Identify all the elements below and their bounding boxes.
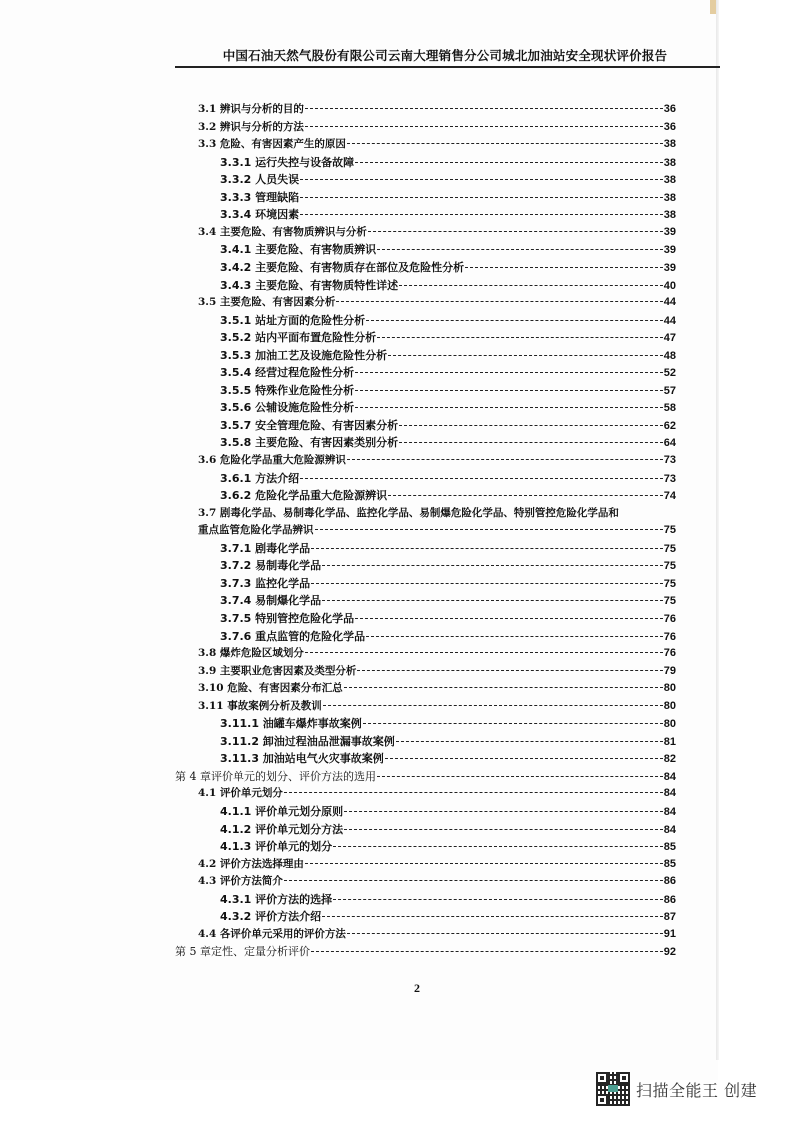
dot-leader	[355, 162, 663, 163]
dot-leader	[305, 652, 663, 653]
toc-entry-label: 4.3.2 评价方法介绍	[220, 910, 322, 924]
toc-entry[interactable]	[220, 838, 676, 855]
toc-entry-page: 39	[663, 225, 676, 238]
toc-entry-label: 3.7.2 易制毒化学品	[220, 559, 322, 573]
dot-leader	[399, 285, 663, 286]
toc-entry[interactable]	[220, 610, 676, 627]
toc-entry[interactable]	[198, 224, 676, 241]
dot-leader	[377, 776, 663, 777]
dot-leader	[355, 618, 663, 619]
toc-entry[interactable]	[220, 329, 676, 346]
toc-entry-label: 4.2 评价方法选择理由	[198, 857, 304, 870]
dot-leader	[388, 355, 663, 356]
toc-entry-page: 38	[663, 174, 676, 187]
toc-entry[interactable]	[175, 943, 676, 960]
dot-leader	[333, 899, 663, 900]
toc-entry-label: 3.9 主要职业危害因素及类型分析	[198, 664, 357, 677]
dot-leader	[322, 916, 663, 917]
toc-entry-page: 80	[663, 718, 676, 731]
qr-code-icon	[596, 1072, 630, 1106]
toc-entry-label: 3.6.1 方法介绍	[220, 471, 300, 485]
toc-entry[interactable]	[220, 803, 676, 820]
toc-entry[interactable]	[220, 628, 676, 645]
toc-entry-page: 85	[663, 841, 676, 854]
toc-entry-label: 3.5.5 特殊作业危险性分析	[220, 383, 355, 397]
toc-entry-label: 3.7.4 易制爆化学品	[220, 594, 322, 608]
toc-entry-label: 3.5.4 经营过程危险性分析	[220, 366, 355, 380]
toc-entry-label: 3.7 剧毒化学品、易制毒化学品、监控化学品、易制爆危险化学品、特别管控危险化学品和	[198, 506, 619, 519]
dot-leader	[366, 636, 663, 637]
toc-entry-page: 38	[663, 138, 676, 151]
toc-entry-label: 3.11 事故案例分析及教训	[198, 699, 322, 712]
toc-entry[interactable]	[220, 733, 676, 750]
dot-leader	[305, 126, 663, 127]
toc-entry-page: 52	[663, 367, 676, 380]
toc-entry-page: 75	[663, 542, 676, 555]
dot-leader	[347, 933, 663, 934]
toc-entry-page: 84	[663, 770, 676, 783]
toc-entry[interactable]	[220, 259, 676, 276]
toc-entry-label: 3.5 主要危险、有害因素分析	[198, 296, 336, 309]
dot-leader	[388, 495, 663, 496]
dot-leader	[305, 863, 663, 864]
toc-entry-page: 76	[663, 630, 676, 643]
dot-leader	[322, 565, 663, 566]
toc-entry-page: 38	[663, 209, 676, 222]
toc-entry-page: 84	[663, 823, 676, 836]
toc-entry[interactable]	[175, 768, 676, 785]
toc-entry-label: 4.3.1 评价方法的选择	[220, 892, 333, 906]
toc-entry-page: 39	[663, 244, 676, 257]
toc-entry-label: 3.5.1 站址方面的危险性分析	[220, 313, 366, 327]
toc-entry-label: 3.3.1 运行失控与设备故障	[220, 155, 355, 169]
toc-entry-label: 3.7.1 剧毒化学品	[220, 541, 311, 555]
toc-entry-page: 57	[663, 384, 676, 397]
toc-entry-label: 第 4 章评价单元的划分、评价方法的选用	[175, 769, 376, 783]
dot-leader	[323, 705, 663, 706]
toc-entry[interactable]	[198, 136, 676, 153]
dot-leader	[336, 301, 662, 302]
toc-entry-page: 76	[663, 647, 676, 660]
dot-leader	[305, 108, 663, 109]
toc-entry[interactable]	[198, 856, 676, 873]
toc-entry-page: 76	[663, 612, 676, 625]
page-edge	[716, 0, 719, 1060]
toc-entry-page: 58	[663, 402, 676, 415]
toc-entry[interactable]	[198, 926, 676, 943]
toc-entry-page: 73	[663, 472, 676, 485]
toc-entry-page: 47	[663, 332, 676, 345]
toc-entry-page: 73	[663, 454, 676, 466]
toc-entry-page: 44	[663, 296, 676, 309]
toc-entry[interactable]	[198, 785, 676, 802]
dot-leader	[315, 529, 663, 530]
dot-leader	[344, 811, 663, 812]
toc-entry-label: 4.1.3 评价单元的划分	[220, 840, 333, 854]
dot-leader	[363, 723, 663, 724]
toc-entry-label: 3.3 危险、有害因素产生的原因	[198, 138, 346, 151]
toc-entry[interactable]	[198, 663, 676, 680]
toc-entry[interactable]	[220, 715, 676, 732]
dot-leader	[377, 337, 663, 338]
toc-entry-page: 82	[663, 753, 676, 766]
toc-entry[interactable]	[220, 575, 676, 592]
toc-entry-page: 84	[663, 806, 676, 818]
toc-entry[interactable]	[198, 698, 676, 715]
toc-entry-label: 3.4.2 主要危险、有害物质存在部位及危险性分析	[220, 260, 465, 274]
toc-entry-label: 3.4 主要危险、有害物质辨识与分析	[198, 225, 367, 238]
toc-entry-label: 3.11.2 卸油过程油品泄漏事故案例	[220, 734, 395, 748]
toc-entry-page: 87	[663, 911, 676, 924]
toc-entry-page: 84	[663, 787, 676, 800]
toc-entry-label: 3.3.2 人员失误	[220, 173, 300, 187]
dot-leader	[311, 548, 663, 549]
page-number: 2	[414, 981, 420, 995]
toc-entry-label: 3.5.2 站内平面布置危险性分析	[220, 331, 377, 345]
toc-entry-label: 3.5.6 公辅设施危险性分析	[220, 401, 355, 415]
toc-entry[interactable]	[198, 873, 676, 890]
toc-entry-label: 3.6 危险化学品重大危险源辨识	[198, 454, 346, 466]
toc-entry-page: 36	[663, 120, 676, 133]
toc-entry-label: 3.7.3 监控化学品	[220, 576, 311, 590]
toc-entry[interactable]	[198, 505, 676, 522]
dot-leader	[344, 829, 663, 830]
toc-entry-page: 86	[663, 893, 676, 906]
scanner-watermark	[596, 1072, 757, 1106]
toc-entry-label: 3.2 辨识与分析的方法	[198, 120, 304, 133]
toc-entry-page: 80	[663, 682, 676, 695]
toc-entry[interactable]	[198, 452, 676, 469]
toc-entry[interactable]	[220, 434, 676, 451]
toc-entry[interactable]	[220, 364, 676, 381]
toc-entry[interactable]	[220, 399, 676, 416]
toc-entry[interactable]	[220, 557, 676, 574]
dot-leader	[300, 214, 663, 215]
dot-leader	[344, 687, 663, 688]
toc-entry-page: 75	[663, 560, 676, 573]
toc-entry-label: 3.11.3 加油站电气火灾事故案例	[220, 752, 384, 766]
dot-leader	[300, 197, 663, 198]
toc-entry-page: 36	[663, 103, 676, 115]
dot-leader	[284, 880, 663, 881]
dot-leader	[355, 407, 663, 408]
toc-entry-label: 3.1 辨识与分析的目的	[198, 103, 304, 115]
toc-entry-label: 3.5.7 安全管理危险、有害因素分析	[220, 418, 399, 432]
toc-entry[interactable]	[220, 592, 676, 609]
toc-entry[interactable]	[220, 821, 676, 838]
dot-leader	[311, 951, 663, 952]
toc-entry-label: 3.5.8 主要危险、有害因素类别分析	[220, 436, 399, 450]
dot-leader	[347, 143, 663, 144]
toc-entry[interactable]	[198, 101, 676, 118]
toc-entry-label: 3.3.4 环境因素	[220, 208, 300, 222]
toc-entry-label: 3.4.3 主要危险、有害物质特性详述	[220, 278, 399, 292]
toc-entry-label: 第 5 章定性、定量分析评价	[175, 945, 310, 959]
toc-entry-label: 4.1.1 评价单元划分原则	[220, 805, 344, 818]
toc-entry[interactable]	[220, 347, 676, 364]
dot-leader	[333, 846, 663, 847]
toc-entry-page: 64	[663, 437, 676, 450]
toc-entry-label: 3.8 爆炸危险区域划分	[198, 647, 304, 660]
toc-entry-label: 3.4.1 主要危险、有害物质辨识	[220, 243, 377, 257]
toc-entry-page: 75	[663, 595, 676, 608]
toc-entry-label: 3.10 危险、有害因素分布汇总	[198, 682, 343, 695]
toc-entry-label: 3.7.5 特别管控危险化学品	[220, 611, 355, 625]
dot-leader	[396, 741, 663, 742]
toc-entry-label: 3.5.3 加油工艺及设施危险性分析	[220, 348, 388, 362]
toc-entry-page: 81	[663, 735, 676, 748]
toc-entry-label: 重点监管危险化学品辨识	[198, 524, 314, 537]
toc-entry[interactable]	[220, 891, 676, 908]
toc-entry-label: 3.3.3 管理缺陷	[220, 190, 300, 204]
toc-entry[interactable]	[220, 241, 676, 258]
dot-leader	[385, 758, 663, 759]
dot-leader	[357, 670, 662, 671]
toc-entry-page: 62	[663, 419, 676, 432]
dot-leader	[300, 478, 663, 479]
toc-entry-page: 85	[663, 857, 676, 870]
toc-entry[interactable]	[220, 382, 676, 399]
dot-leader	[322, 600, 663, 601]
toc-entry-page: 40	[663, 279, 676, 292]
toc-entry[interactable]	[220, 750, 676, 767]
dot-leader	[347, 459, 663, 460]
toc-entry[interactable]	[198, 522, 676, 539]
dot-leader	[311, 583, 663, 584]
toc-entry-page: 75	[663, 577, 676, 590]
toc-entry-page: 79	[663, 664, 676, 677]
dot-leader	[355, 390, 663, 391]
toc-entry-page: 92	[663, 946, 676, 959]
dot-leader	[399, 442, 663, 443]
toc-entry-page: 38	[663, 191, 676, 204]
toc-entry[interactable]	[198, 645, 676, 662]
dot-leader	[355, 372, 663, 373]
toc-entry[interactable]	[220, 189, 676, 206]
toc-entry[interactable]	[220, 487, 676, 504]
toc-entry-label: 4.1.2 评价单元划分方法	[220, 822, 344, 836]
header-rule	[175, 66, 720, 68]
toc-entry-label: 4.4 各评价单元采用的评价方法	[198, 927, 346, 940]
toc-entry[interactable]	[220, 540, 676, 557]
toc-entry-label: 3.7.6 重点监管的危险化学品	[220, 629, 366, 643]
toc-entry[interactable]	[198, 680, 676, 697]
toc-entry[interactable]	[220, 417, 676, 434]
toc-entry-page: 48	[663, 349, 676, 362]
toc-entry[interactable]	[198, 119, 676, 136]
toc-entry[interactable]	[220, 154, 676, 171]
toc-entry[interactable]	[198, 294, 676, 311]
dot-leader	[399, 425, 663, 426]
dot-leader	[368, 231, 663, 232]
toc-entry[interactable]	[220, 908, 676, 925]
dot-leader	[300, 179, 663, 180]
dot-leader	[377, 249, 663, 250]
toc-entry[interactable]	[220, 277, 676, 294]
toc-entry[interactable]	[220, 312, 676, 329]
toc-entry-page: 80	[663, 699, 676, 712]
toc-entry-label: 4.3 评价方法简介	[198, 875, 283, 888]
toc-entry-page: 38	[663, 156, 676, 169]
toc-entry-label: 3.6.2 危险化学品重大危险源辨识	[220, 489, 388, 503]
toc-entry-page: 75	[663, 524, 676, 537]
toc-entry-page: 74	[663, 490, 676, 503]
toc-entry-page: 86	[663, 875, 676, 888]
toc-entry[interactable]	[220, 171, 676, 188]
watermark-text: 扫描全能王 创建	[636, 1080, 758, 1100]
dot-leader	[284, 792, 663, 793]
toc-entry-label: 4.1 评价单元划分	[198, 787, 283, 800]
toc-entry-page: 44	[663, 314, 676, 327]
dot-leader	[465, 267, 663, 268]
document-header-title: 中国石油天然气股份有限公司云南大理销售分公司城北加油站安全现状评价报告	[222, 48, 668, 63]
toc-entry-page: 91	[663, 927, 676, 940]
dot-leader	[366, 320, 663, 321]
toc-entry[interactable]	[220, 206, 676, 223]
toc-entry[interactable]	[220, 470, 676, 487]
toc-entry-page: 39	[663, 261, 676, 274]
toc-entry-label: 3.11.1 油罐车爆炸事故案例	[220, 717, 362, 731]
